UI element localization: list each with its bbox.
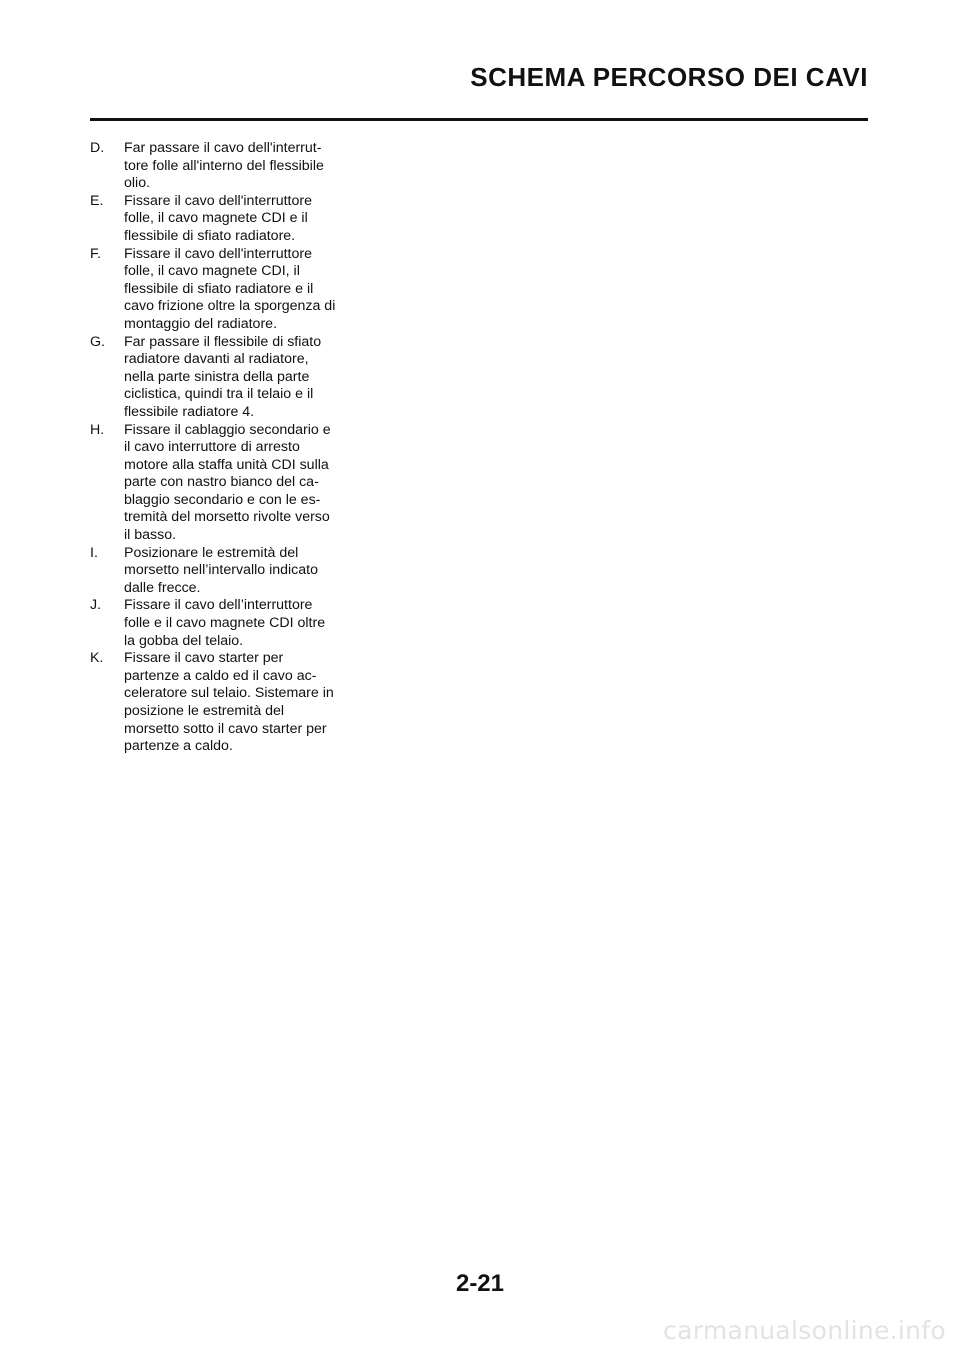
instruction-text: Fissare il cavo dell’interruttore folle e il cavo magnete CDI oltre la gobba del telaio. [124,597,326,649]
instruction-item [90,597,340,650]
instruction-item [90,650,340,756]
instruction-text: Far passare il flessibile di sfiato radiatore davanti al radiatore, nella parte sinistra della parte ciclistica, quindi tra il telaio e il flessibile radiatore 4. [124,333,322,420]
instruction-list [90,140,340,756]
instruction-text: Fissare il cavo starter per partenze a caldo ed il cavo ac-celeratore sul telaio. Sistemare in posizione le estremità del morsetto sotto il cavo starter per partenze a caldo. [124,650,334,755]
page-header [90,56,868,126]
instruction-letter: E. [90,192,104,209]
watermark[interactable]: carmanualsonline.info [663,1316,946,1345]
instruction-text: Posizionare le estremità del morsetto nell’intervallo indicato dalle frecce. [124,544,318,596]
instruction-text: Fissare il cavo dell'interruttore folle, il cavo magnete CDI, il flessibile di sfiato radiatore e il cavo frizione oltre la sporgenza di montaggio del radiatore. [124,245,336,332]
page-title: SCHEMA PERCORSO DEI CAVI [470,62,868,92]
instruction-letter: D. [90,140,105,156]
instruction-item [90,422,340,545]
instruction-item [90,246,340,334]
instruction-letter: K. [90,650,104,667]
header-rule [90,118,868,121]
instruction-letter: I. [90,544,98,561]
instruction-letter: J. [90,597,102,614]
instruction-item [90,193,340,246]
instruction-letter: G. [90,333,105,350]
instruction-item [90,334,340,422]
instruction-item [90,545,340,598]
instruction-text: Fissare il cablaggio secondario e il cavo interruttore di arresto motore alla staffa unità CDI sulla parte con nastro bianco del ca-blaggio secondario e con le es-tremità del morsetto rivolte verso il basso. [124,421,331,544]
instruction-text: Fissare il cavo dell'interruttore folle, il cavo magnete CDI e il flessibile di sfiato radiatore. [124,192,313,244]
instruction-item [90,140,340,193]
instruction-letter: H. [90,421,105,438]
page-number: 2-21 [455,1270,505,1297]
instruction-letter: F. [90,245,102,262]
instruction-text: Far passare il cavo dell'interrut-tore folle all'interno del flessibile olio. [124,140,324,192]
